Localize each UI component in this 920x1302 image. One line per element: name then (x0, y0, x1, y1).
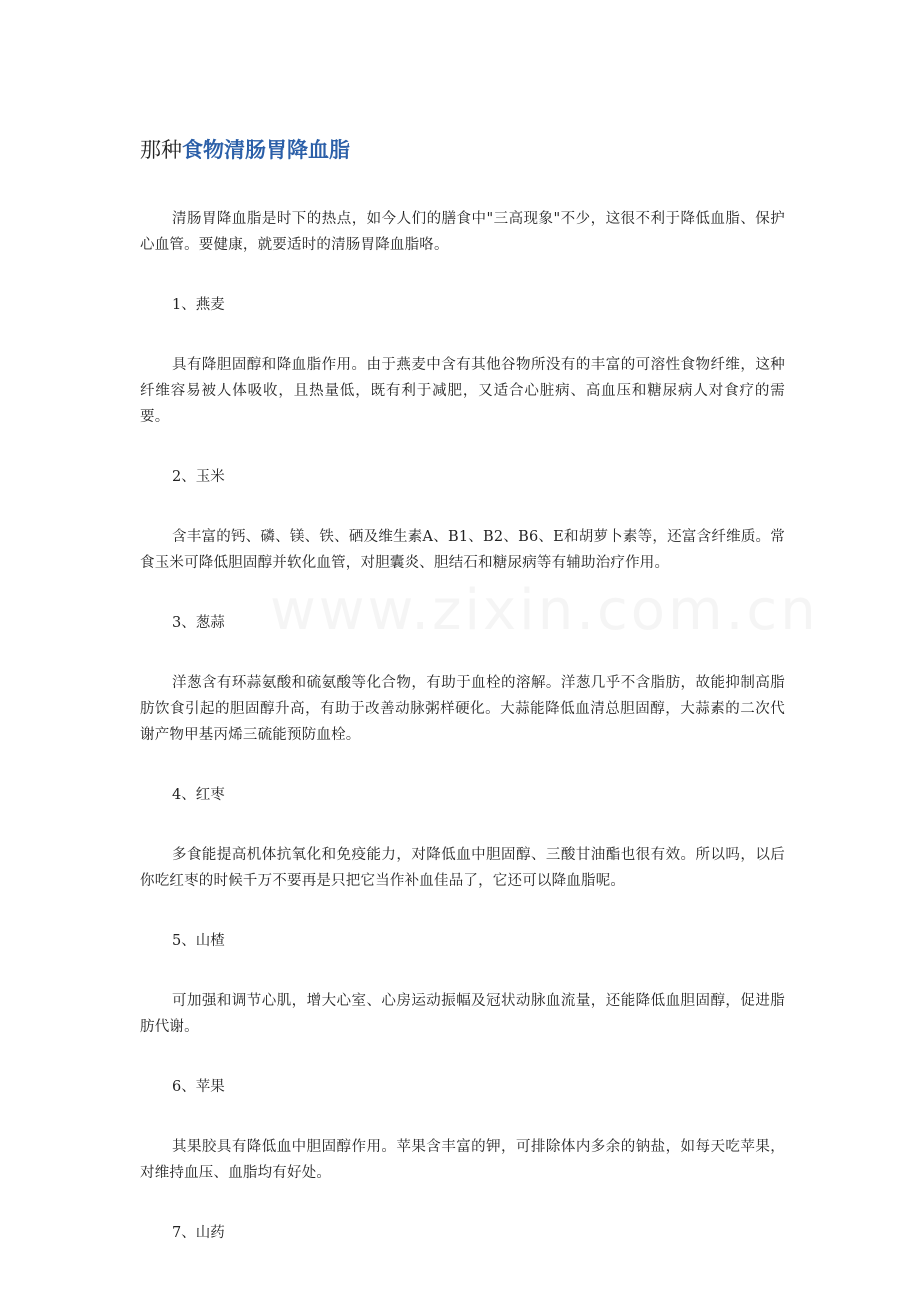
item-text: 含丰富的钙、磷、镁、铁、硒及维生素A、B1、B2、B6、E和胡萝卜素等，还富含纤维质。常食玉米可降低胆固醇并软化血管，对胆囊炎、胆结石和糖尿病等有辅助治疗作用。 (140, 529, 785, 571)
title-highlight: 食物清肠胃降血脂 (182, 137, 350, 162)
item-text: 其果胶具有降低血中胆固醇作用。苹果含丰富的钾，可排除体内多余的钠盐，如每天吃苹果，对维持血压、血脂均有好处。 (140, 1139, 785, 1181)
item-heading: 1、燕麦 (172, 297, 225, 313)
document-page (140, 132, 785, 1280)
watermark: www.zixin.com.cn (270, 578, 819, 643)
item-text: 洋葱含有环蒜氨酸和硫氨酸等化合物，有助于血栓的溶解。洋葱几乎不含脂肪，故能抑制高脂肪饮食引起的胆固醇升高，有助于改善动脉粥样硬化。大蒜能降低血清总胆固醇，大蒜素的二次代谢产物甲基丙烯三硫能预防血栓。 (140, 675, 785, 743)
item-text: 多食能提高机体抗氧化和免疫能力，对降低血中胆固醇、三酸甘油酯也很有效。所以吗，以后你吃红枣的时候千万不要再是只把它当作补血佳品了，它还可以降血脂呢。 (140, 847, 785, 889)
item-text: 具有降胆固醇和降血脂作用。由于燕麦中含有其他谷物所没有的丰富的可溶性食物纤维，这种纤维容易被人体吸收，且热量低，既有利于减肥，又适合心脏病、高血压和糖尿病人对食疗的需要。 (140, 357, 785, 425)
item-heading: 5、山楂 (172, 933, 225, 949)
item-text: 可加强和调节心肌，增大心室、心房运动振幅及冠状动脉血流量，还能降低血胆固醇，促进脂肪代谢。 (140, 993, 785, 1035)
item-heading: 6、苹果 (172, 1079, 225, 1095)
intro-paragraph: 清肠胃降血脂是时下的热点，如今人们的膳食中"三高现象"不少，这很不利于降低血脂、保护心血管。要健康，就要适时的清肠胃降血脂咯。 (140, 211, 785, 253)
item-heading: 3、葱蒜 (172, 615, 225, 631)
item-heading: 4、红枣 (172, 787, 225, 803)
page-title (140, 132, 785, 168)
title-prefix: 那种 (140, 138, 182, 162)
item-heading: 2、玉米 (172, 469, 225, 485)
item-heading: 7、山药 (172, 1225, 225, 1241)
